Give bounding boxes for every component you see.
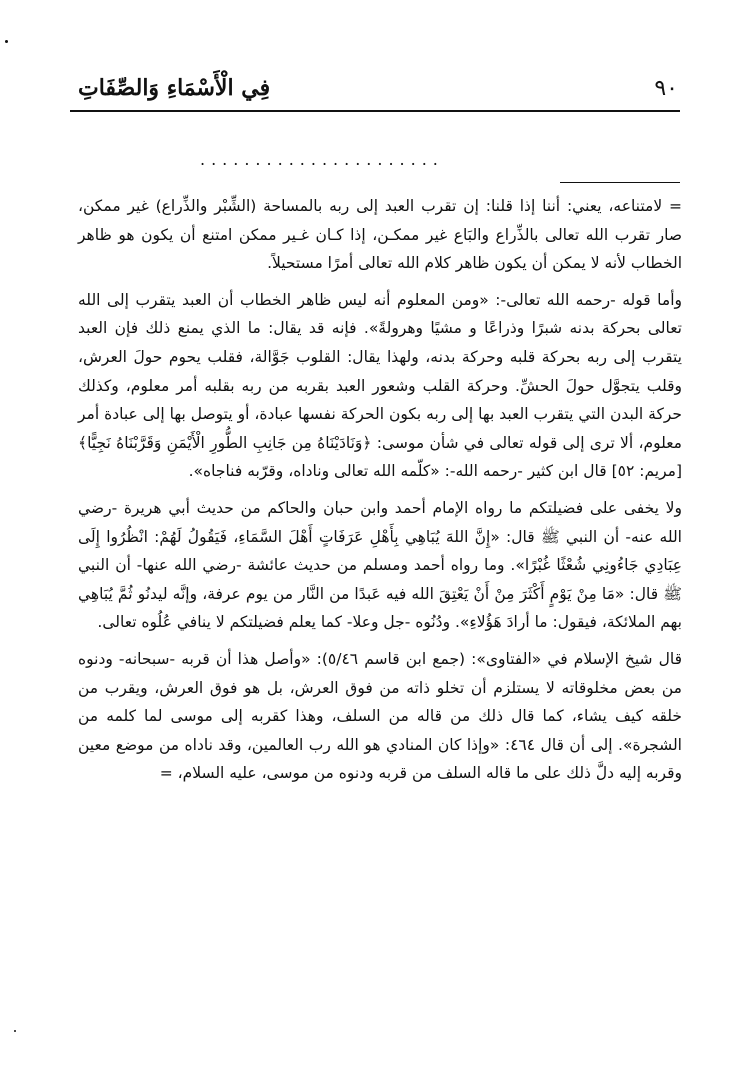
footnote-rule (560, 182, 680, 183)
paragraph-2 (78, 286, 682, 486)
page-number: ٩٠ (654, 75, 678, 101)
scan-speck (5, 40, 8, 43)
header-rule (70, 110, 680, 112)
paragraph-text: قال شيخ الإسلام في «الفتاوى»: (جمع ابن قاسم ٥/٤٦): «وأصل هذا أن قربه -سبحانه- ودنوه من بعض مخلوقاته لا يستلزم أن تخلو ذاته من فوق العرش، بل هو فوق العرش، ويقرب من خلقه كيف يشاء، كما قال ذلك من قاله من السلف، وهذا كقربه إلى موسى لما كلمه من الشجرة». إلى أن قال ٤٦٤: «وإذا كان المنادي هو الله رب العالمين، وقد ناداه من موضع معين وقربه إليه دلَّ ذلك على ما قاله السلف من قربه ودنوه من موسى، عليه السلام، = (78, 649, 682, 783)
paragraph-1 (78, 192, 682, 278)
running-header (78, 68, 678, 108)
book-title: فِي الْأَسْمَاءِ وَالصِّفَاتِ (78, 75, 271, 101)
separator-dots: ...................... (200, 150, 444, 169)
paragraph-text: ولا يخفى على فضيلتكم ما رواه الإمام أحمد وابن حبان والحاكم من حديث أبي هريرة -رضي الله عنه- أن النبي ﷺ قال: «إِنَّ اللهَ يُبَاهِي بِأَهْلِ عَرَفَاتٍ أَهْلَ السَّمَاءِ، فَيَقُولُ لَهُمْ: انْظُرُوا إِلَى عِبَادِي جَاءُونِي شُعْثًا غُبْرًا». وما رواه أحمد ومسلم من حديث عائشة -رضي الله عنها- أن النبي ﷺ قال: «مَا مِنْ يَوْمٍ أَكْثَرَ مِنْ أَنْ يَعْتِقَ الله فيه عَبدًا من النَّار من يوم عرفة، وإنَّه ليدنُو ثُمَّ يُبَاهِي بهم الملائكة، فيقول: ما أرادَ هَؤُلاءِ». ودُنُوه -جل وعلا- كما يعلم فضيلتكم لا ينافي عُلُوه تعالى. (78, 498, 682, 632)
paragraph-4 (78, 645, 682, 788)
scan-speck (14, 1030, 16, 1032)
paragraph-3 (78, 494, 682, 637)
paragraph-text: = لامتناعه، يعني: أننا إذا قلنا: إن تقرب العبد إلى ربه بالمساحة (الشِّبْر والذِّراع) غير ممكن، صار تقرب الله تعالى بالذِّراع والبَاع غير ممكـن، إذا كـان غـير ممكن امتنع أن يكون هو ظاهر الخطاب لأنه لا يمكن أن يكون ظاهر كلام الله تعالى أمرًا مستحيلاً. (78, 197, 682, 273)
footnote-body (78, 192, 682, 788)
paragraph-text: وأما قوله -رحمه الله تعالى-: «ومن المعلوم أنه ليس ظاهر الخطاب أن العبد يتقرب إلى الله تعالى بحركة بدنه شبرًا وذراعًا و مشيًا وهرولةً». فإنه قد يقال: ما الذي يمنع ذلك فإن العبد يتقرب إلى ربه بحركة قلبه وحركة بدنه، ولهذا يقال: القلوب جَوَّالة، فقلب يحوم حولَ العرش، وقلب يتجوَّل حولَ الحشِّ. وحركة القلب وشعور العبد بقربه من ربه بقلبه أمر معلوم، وكذلك حركة البدن التي يتقرب العبد بها إلى ربه بكون الحركة نفسها عبادة، أو يتوصل بها إلى عبادة أمر معلوم، ألا ترى إلى قوله تعالى في شأن موسى: ﴿وَنَادَيْنَاهُ مِن جَانِبِ الطُّورِ الْأَيْمَنِ وَقَرَّبْنَاهُ نَجِيًّا﴾ [مريم: ٥٢] قال ابن كثير -رحمه الله-: «كلّمه الله تعالى وناداه، وقرّبه فناجاه». (78, 290, 682, 481)
